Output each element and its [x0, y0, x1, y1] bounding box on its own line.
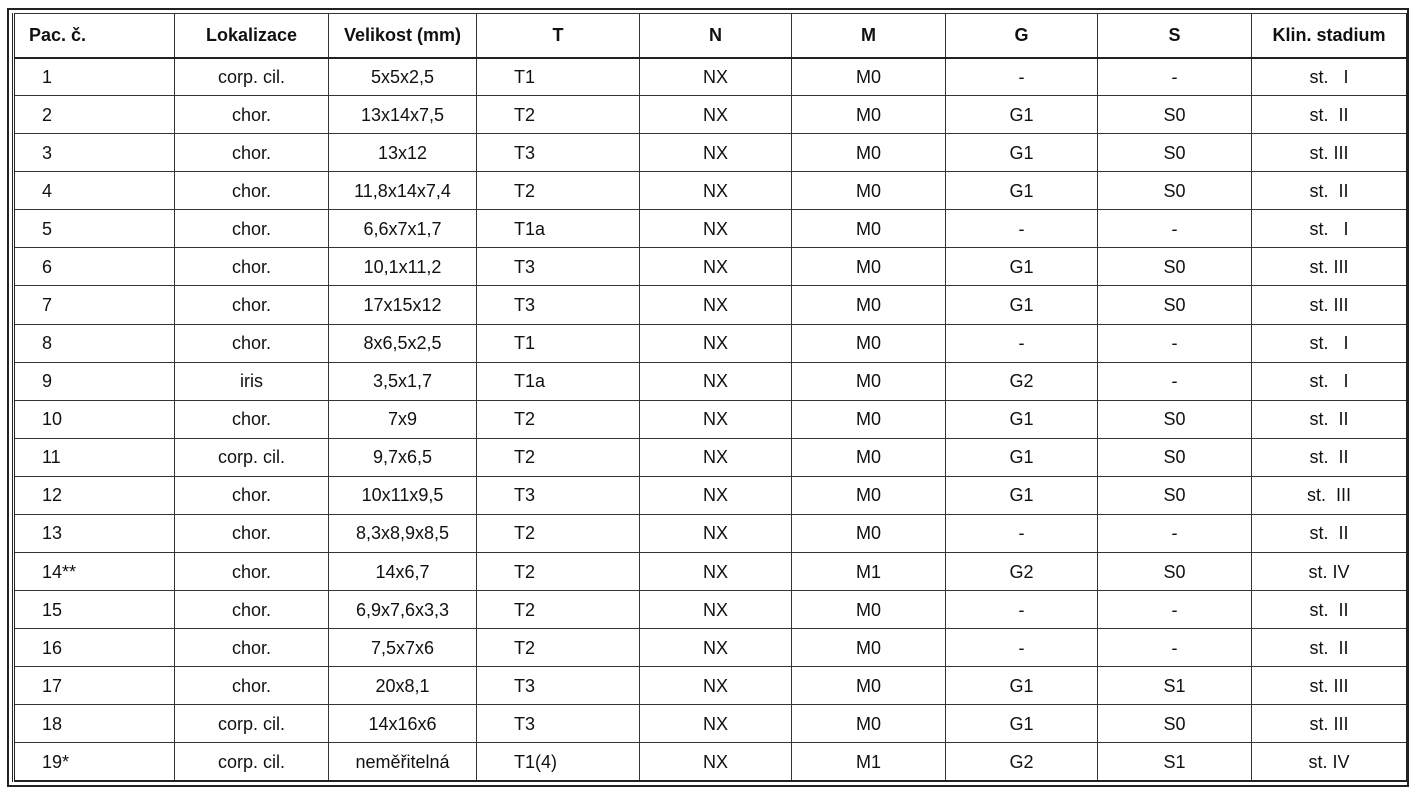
cell-klin-stadium: st. III	[1252, 286, 1408, 324]
col-header-lokalizace: Lokalizace	[175, 14, 329, 58]
cell-lokalizace: corp. cil.	[175, 705, 329, 743]
table-row	[14, 438, 1408, 476]
cell-g: G1	[946, 476, 1098, 514]
cell-m: M0	[792, 96, 946, 134]
cell-velikost: 13x14x7,5	[329, 96, 477, 134]
cell-velikost: 3,5x1,7	[329, 362, 477, 400]
cell-lokalizace: chor.	[175, 248, 329, 286]
cell-velikost: 7,5x7x6	[329, 629, 477, 667]
cell-velikost: 14x16x6	[329, 705, 477, 743]
cell-s: S0	[1098, 438, 1252, 476]
cell-s: S0	[1098, 248, 1252, 286]
cell-g: G2	[946, 362, 1098, 400]
table-row	[14, 629, 1408, 667]
cell-pac: 1	[14, 58, 175, 96]
cell-t: T3	[477, 476, 640, 514]
cell-lokalizace: chor.	[175, 400, 329, 438]
cell-s: -	[1098, 514, 1252, 552]
col-header-pac: Pac. č.	[14, 14, 175, 58]
table-row	[14, 667, 1408, 705]
cell-lokalizace: chor.	[175, 324, 329, 362]
cell-n: NX	[640, 134, 792, 172]
cell-n: NX	[640, 400, 792, 438]
cell-n: NX	[640, 476, 792, 514]
cell-klin-stadium: st. I	[1252, 210, 1408, 248]
cell-s: S0	[1098, 400, 1252, 438]
cell-velikost: 8x6,5x2,5	[329, 324, 477, 362]
cell-g: G1	[946, 400, 1098, 438]
cell-velikost: 11,8x14x7,4	[329, 172, 477, 210]
cell-n: NX	[640, 210, 792, 248]
cell-n: NX	[640, 172, 792, 210]
table-row	[14, 96, 1408, 134]
cell-lokalizace: chor.	[175, 514, 329, 552]
cell-g: G2	[946, 553, 1098, 591]
cell-pac: 17	[14, 667, 175, 705]
cell-g: -	[946, 324, 1098, 362]
cell-t: T2	[477, 400, 640, 438]
cell-m: M0	[792, 324, 946, 362]
table-row	[14, 400, 1408, 438]
cell-lokalizace: chor.	[175, 134, 329, 172]
cell-pac: 6	[14, 248, 175, 286]
cell-pac: 11	[14, 438, 175, 476]
cell-n: NX	[640, 248, 792, 286]
cell-n: NX	[640, 438, 792, 476]
cell-pac: 18	[14, 705, 175, 743]
cell-g: -	[946, 591, 1098, 629]
cell-velikost: 10,1x11,2	[329, 248, 477, 286]
cell-s: S0	[1098, 134, 1252, 172]
cell-klin-stadium: st. I	[1252, 362, 1408, 400]
cell-klin-stadium: st. III	[1252, 476, 1408, 514]
cell-pac: 15	[14, 591, 175, 629]
cell-pac: 9	[14, 362, 175, 400]
col-header-klin-stadium: Klin. stadium	[1252, 14, 1408, 58]
cell-s: -	[1098, 362, 1252, 400]
cell-lokalizace: chor.	[175, 629, 329, 667]
cell-lokalizace: corp. cil.	[175, 438, 329, 476]
cell-s: -	[1098, 629, 1252, 667]
cell-s: S0	[1098, 172, 1252, 210]
table-body	[14, 58, 1408, 782]
cell-m: M0	[792, 248, 946, 286]
cell-n: NX	[640, 743, 792, 781]
cell-lokalizace: corp. cil.	[175, 743, 329, 781]
cell-klin-stadium: st. II	[1252, 629, 1408, 667]
cell-pac: 13	[14, 514, 175, 552]
cell-klin-stadium: st. III	[1252, 705, 1408, 743]
cell-n: NX	[640, 514, 792, 552]
table-row	[14, 362, 1408, 400]
cell-lokalizace: chor.	[175, 476, 329, 514]
cell-klin-stadium: st. II	[1252, 400, 1408, 438]
cell-m: M0	[792, 400, 946, 438]
cell-t: T2	[477, 438, 640, 476]
cell-s: S0	[1098, 705, 1252, 743]
cell-t: T1a	[477, 362, 640, 400]
cell-m: M1	[792, 743, 946, 781]
cell-m: M0	[792, 591, 946, 629]
cell-n: NX	[640, 629, 792, 667]
cell-n: NX	[640, 286, 792, 324]
cell-n: NX	[640, 96, 792, 134]
cell-m: M0	[792, 286, 946, 324]
cell-t: T3	[477, 248, 640, 286]
cell-lokalizace: chor.	[175, 96, 329, 134]
cell-klin-stadium: st. II	[1252, 438, 1408, 476]
cell-t: T1	[477, 324, 640, 362]
cell-s: -	[1098, 210, 1252, 248]
cell-t: T3	[477, 286, 640, 324]
cell-lokalizace: chor.	[175, 286, 329, 324]
table-row	[14, 476, 1408, 514]
col-header-velikost: Velikost (mm)	[329, 14, 477, 58]
table-row	[14, 705, 1408, 743]
table-row	[14, 514, 1408, 552]
cell-t: T2	[477, 514, 640, 552]
cell-t: T2	[477, 591, 640, 629]
cell-lokalizace: chor.	[175, 667, 329, 705]
cell-t: T2	[477, 172, 640, 210]
cell-s: -	[1098, 591, 1252, 629]
cell-t: T1(4)	[477, 743, 640, 781]
cell-g: G1	[946, 667, 1098, 705]
col-header-m: M	[792, 14, 946, 58]
cell-s: -	[1098, 324, 1252, 362]
cell-velikost: 9,7x6,5	[329, 438, 477, 476]
cell-g: -	[946, 514, 1098, 552]
cell-pac: 12	[14, 476, 175, 514]
cell-t: T2	[477, 96, 640, 134]
cell-klin-stadium: st. II	[1252, 591, 1408, 629]
cell-m: M0	[792, 134, 946, 172]
cell-klin-stadium: st. II	[1252, 514, 1408, 552]
cell-n: NX	[640, 324, 792, 362]
table-row	[14, 324, 1408, 362]
cell-m: M1	[792, 553, 946, 591]
table-row	[14, 743, 1408, 781]
cell-klin-stadium: st. III	[1252, 667, 1408, 705]
cell-velikost: 6,6x7x1,7	[329, 210, 477, 248]
cell-pac: 10	[14, 400, 175, 438]
cell-pac: 4	[14, 172, 175, 210]
cell-klin-stadium: st. II	[1252, 96, 1408, 134]
cell-m: M0	[792, 629, 946, 667]
cell-g: -	[946, 210, 1098, 248]
cell-n: NX	[640, 553, 792, 591]
cell-m: M0	[792, 476, 946, 514]
cell-velikost: 17x15x12	[329, 286, 477, 324]
cell-g: G1	[946, 286, 1098, 324]
cell-lokalizace: chor.	[175, 172, 329, 210]
cell-klin-stadium: st. I	[1252, 58, 1408, 96]
cell-t: T3	[477, 667, 640, 705]
cell-lokalizace: iris	[175, 362, 329, 400]
cell-m: M0	[792, 514, 946, 552]
cell-velikost: neměřitelná	[329, 743, 477, 781]
cell-m: M0	[792, 362, 946, 400]
cell-g: G2	[946, 743, 1098, 781]
cell-n: NX	[640, 667, 792, 705]
cell-s: S1	[1098, 667, 1252, 705]
cell-pac: 3	[14, 134, 175, 172]
cell-velikost: 6,9x7,6x3,3	[329, 591, 477, 629]
cell-lokalizace: corp. cil.	[175, 58, 329, 96]
cell-g: G1	[946, 96, 1098, 134]
cell-klin-stadium: st. IV	[1252, 553, 1408, 591]
cell-n: NX	[640, 591, 792, 629]
cell-pac: 16	[14, 629, 175, 667]
cell-m: M0	[792, 705, 946, 743]
table-row	[14, 248, 1408, 286]
cell-m: M0	[792, 438, 946, 476]
cell-m: M0	[792, 172, 946, 210]
cell-n: NX	[640, 705, 792, 743]
col-header-s: S	[1098, 14, 1252, 58]
cell-velikost: 10x11x9,5	[329, 476, 477, 514]
cell-lokalizace: chor.	[175, 210, 329, 248]
cell-g: G1	[946, 438, 1098, 476]
cell-klin-stadium: st. III	[1252, 134, 1408, 172]
cell-g: G1	[946, 705, 1098, 743]
col-header-n: N	[640, 14, 792, 58]
cell-t: T2	[477, 553, 640, 591]
table-row	[14, 58, 1408, 96]
cell-klin-stadium: st. II	[1252, 172, 1408, 210]
cell-g: G1	[946, 248, 1098, 286]
cell-pac: 14**	[14, 553, 175, 591]
cell-g: -	[946, 629, 1098, 667]
cell-velikost: 7x9	[329, 400, 477, 438]
cell-velikost: 13x12	[329, 134, 477, 172]
cell-s: -	[1098, 58, 1252, 96]
cell-n: NX	[640, 362, 792, 400]
cell-velikost: 20x8,1	[329, 667, 477, 705]
table-row	[14, 134, 1408, 172]
cell-s: S0	[1098, 286, 1252, 324]
cell-t: T1a	[477, 210, 640, 248]
cell-klin-stadium: st. IV	[1252, 743, 1408, 781]
cell-klin-stadium: st. I	[1252, 324, 1408, 362]
cell-g: -	[946, 58, 1098, 96]
header-row	[14, 14, 1408, 58]
cell-m: M0	[792, 58, 946, 96]
cell-t: T3	[477, 705, 640, 743]
cell-klin-stadium: st. III	[1252, 248, 1408, 286]
cell-pac: 5	[14, 210, 175, 248]
table-row	[14, 591, 1408, 629]
cell-s: S1	[1098, 743, 1252, 781]
col-header-g: G	[946, 14, 1098, 58]
col-header-t: T	[477, 14, 640, 58]
cell-velikost: 8,3x8,9x8,5	[329, 514, 477, 552]
table-row	[14, 286, 1408, 324]
cell-s: S0	[1098, 476, 1252, 514]
cell-g: G1	[946, 134, 1098, 172]
table-row	[14, 210, 1408, 248]
cell-velikost: 14x6,7	[329, 553, 477, 591]
cell-lokalizace: chor.	[175, 591, 329, 629]
table-row	[14, 553, 1408, 591]
cell-velikost: 5x5x2,5	[329, 58, 477, 96]
cell-t: T2	[477, 629, 640, 667]
cell-g: G1	[946, 172, 1098, 210]
cell-t: T1	[477, 58, 640, 96]
cell-s: S0	[1098, 96, 1252, 134]
table-frame	[7, 8, 1409, 787]
cell-pac: 7	[14, 286, 175, 324]
cell-m: M0	[792, 210, 946, 248]
cell-pac: 2	[14, 96, 175, 134]
cell-t: T3	[477, 134, 640, 172]
cell-lokalizace: chor.	[175, 553, 329, 591]
staging-table	[12, 13, 1409, 782]
cell-s: S0	[1098, 553, 1252, 591]
cell-n: NX	[640, 58, 792, 96]
cell-pac: 8	[14, 324, 175, 362]
table-row	[14, 172, 1408, 210]
cell-pac: 19*	[14, 743, 175, 781]
cell-m: M0	[792, 667, 946, 705]
